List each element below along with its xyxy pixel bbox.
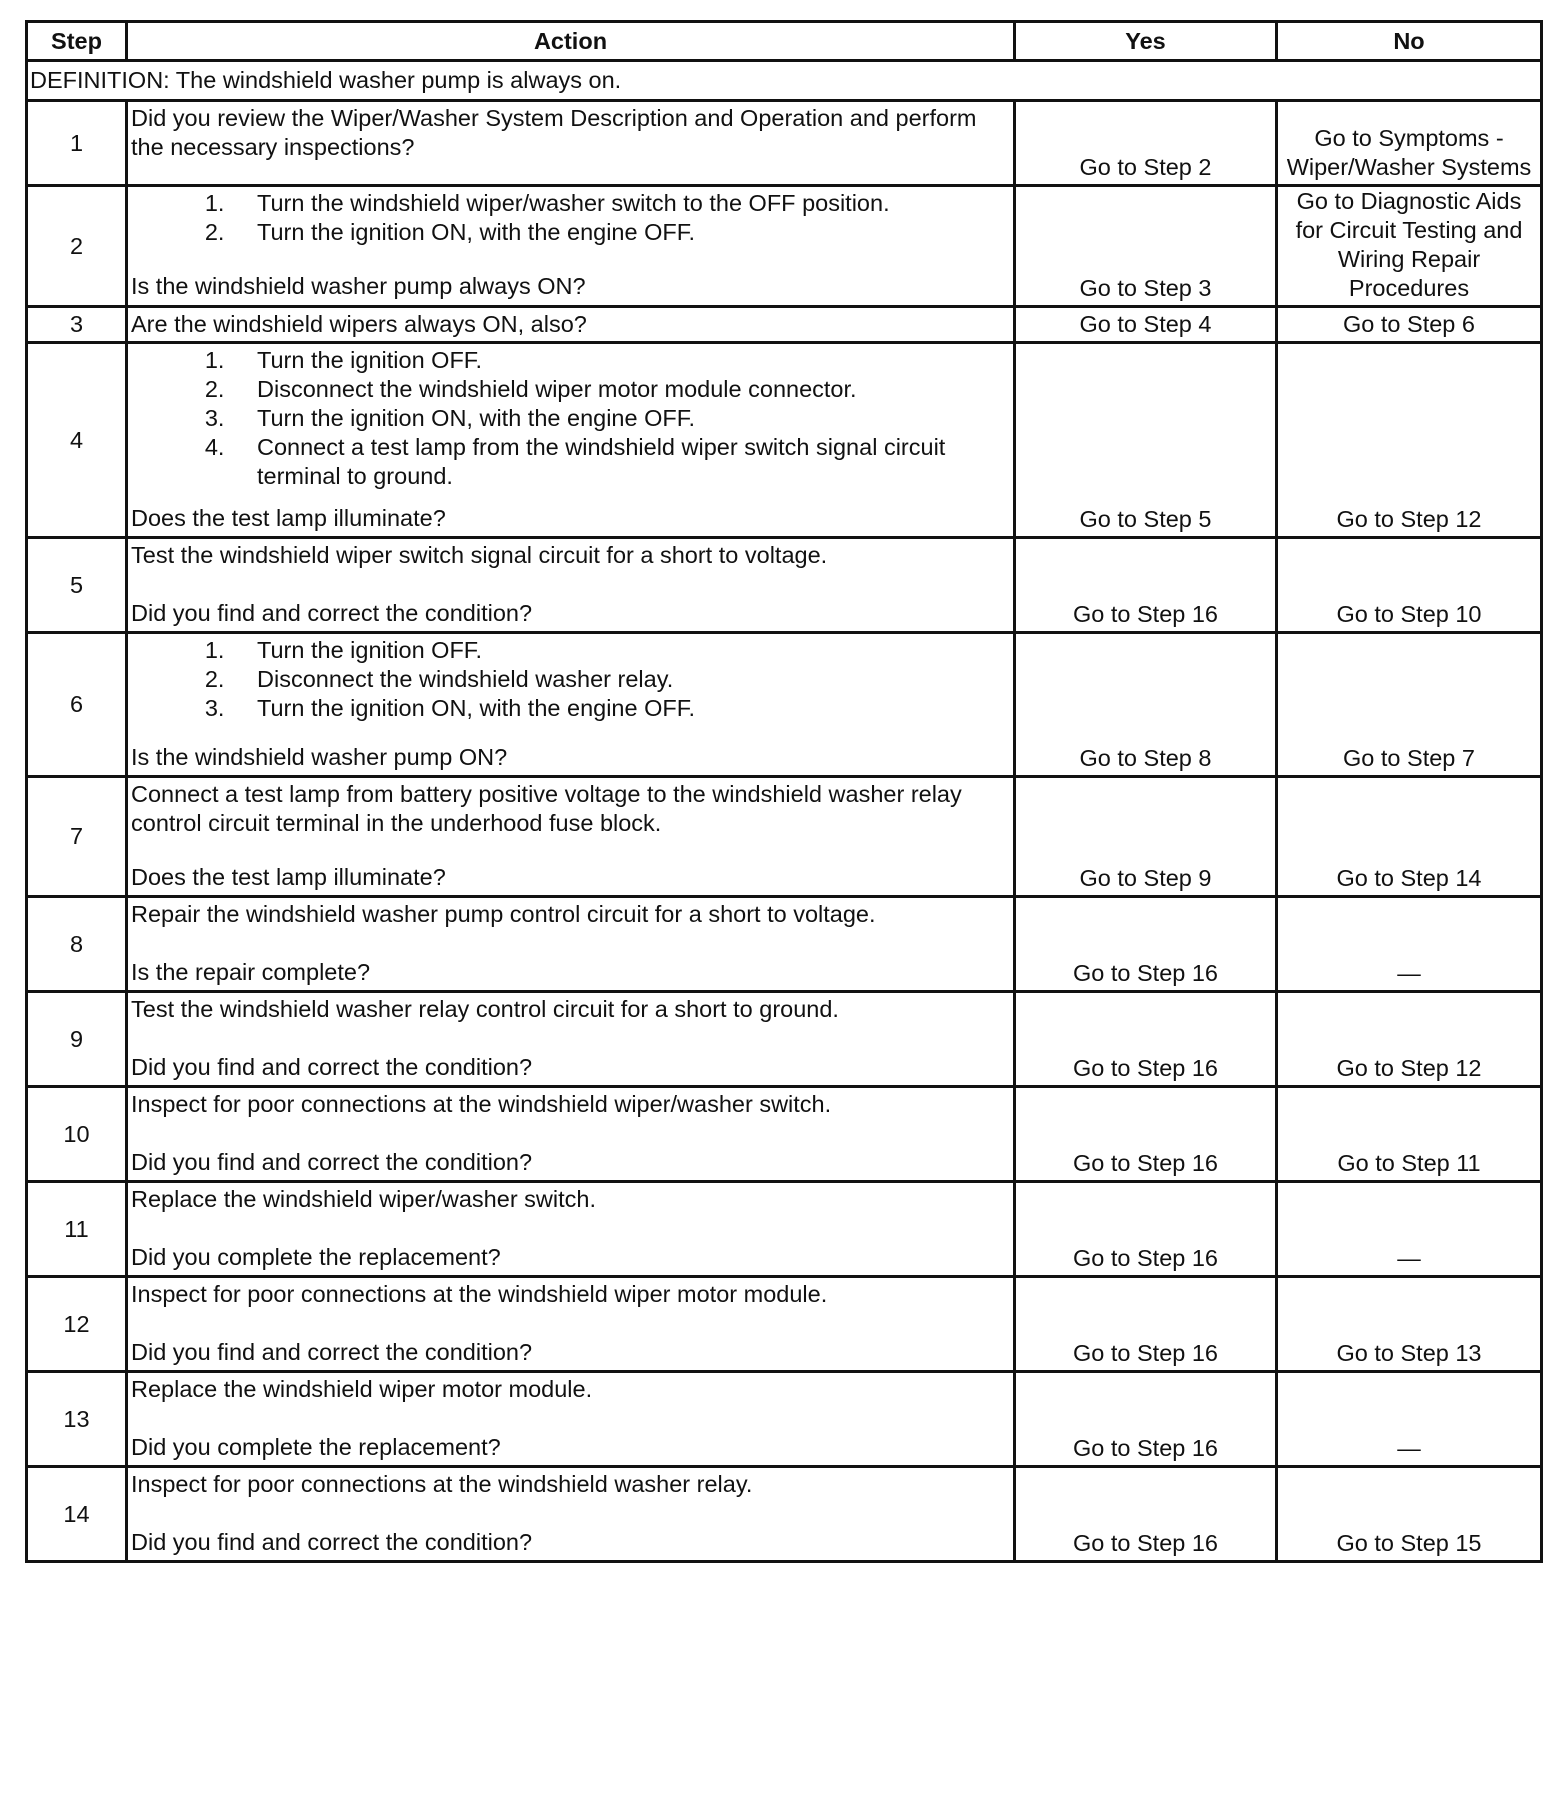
table-row	[27, 633, 1542, 777]
table-row	[27, 897, 1542, 992]
action-cell	[127, 1182, 1015, 1277]
no-outcome: Go to Step 7	[1277, 633, 1542, 777]
substep-list	[131, 636, 1009, 723]
table-row	[27, 186, 1542, 307]
action-question: Is the windshield washer pump always ON?	[131, 273, 586, 299]
action-instruction: Replace the windshield wiper/washer switch.	[131, 1186, 596, 1212]
action-cell	[127, 307, 1015, 343]
no-outcome: Go to Step 13	[1277, 1277, 1542, 1372]
yes-outcome: Go to Step 9	[1015, 777, 1277, 897]
step-number: 8	[27, 897, 127, 992]
no-outcome: Go to Step 11	[1277, 1087, 1542, 1182]
no-outcome: Go to Step 14	[1277, 777, 1542, 897]
diagnostic-table	[25, 20, 1543, 1563]
step-number: 14	[27, 1467, 127, 1562]
table-row	[27, 538, 1542, 633]
no-outcome: Go to Symptoms - Wiper/Washer Systems	[1277, 101, 1542, 186]
action-instruction: Repair the windshield washer pump control circuit for a short to voltage.	[131, 901, 876, 927]
step-number: 4	[27, 343, 127, 538]
action-question: Does the test lamp illuminate?	[131, 864, 446, 890]
table-row	[27, 1467, 1542, 1562]
action-cell	[127, 101, 1015, 186]
table-row	[27, 1182, 1542, 1277]
definition-row	[27, 61, 1542, 101]
table-row	[27, 307, 1542, 343]
action-question: Did you find and correct the condition?	[131, 1339, 533, 1365]
action-question: Did you complete the replacement?	[131, 1244, 501, 1270]
header-row	[27, 22, 1542, 61]
no-outcome: Go to Step 6	[1277, 307, 1542, 343]
yes-outcome: Go to Step 4	[1015, 307, 1277, 343]
yes-outcome: Go to Step 5	[1015, 343, 1277, 538]
substep-item: 1. Turn the windshield wiper/washer switch to the OFF position.	[231, 189, 1009, 218]
action-instruction: Inspect for poor connections at the windshield washer relay.	[131, 1471, 753, 1497]
action-instruction: Did you review the Wiper/Washer System Description and Operation and perform the necessary inspections?	[131, 105, 977, 160]
no-outcome: Go to Step 10	[1277, 538, 1542, 633]
yes-outcome: Go to Step 2	[1015, 101, 1277, 186]
substep-list	[131, 346, 1009, 491]
no-outcome: —	[1277, 1372, 1542, 1467]
action-instruction: Are the windshield wipers always ON, also?	[131, 311, 587, 337]
yes-outcome: Go to Step 16	[1015, 992, 1277, 1087]
action-instruction: Replace the windshield wiper motor module.	[131, 1376, 593, 1402]
substep-list	[131, 189, 1009, 247]
table-row	[27, 1087, 1542, 1182]
action-question: Is the windshield washer pump ON?	[131, 744, 508, 770]
table-row	[27, 343, 1542, 538]
table-row	[27, 1277, 1542, 1372]
table-row	[27, 1372, 1542, 1467]
step-number: 12	[27, 1277, 127, 1372]
yes-outcome: Go to Step 16	[1015, 1087, 1277, 1182]
yes-outcome: Go to Step 16	[1015, 897, 1277, 992]
action-cell	[127, 1467, 1015, 1562]
action-question: Did you find and correct the condition?	[131, 600, 533, 626]
yes-outcome: Go to Step 16	[1015, 1372, 1277, 1467]
action-instruction: Inspect for poor connections at the windshield wiper motor module.	[131, 1281, 828, 1307]
step-number: 6	[27, 633, 127, 777]
substep-item: 2. Disconnect the windshield wiper motor module connector.	[231, 375, 1009, 404]
action-instruction: Test the windshield wiper switch signal circuit for a short to voltage.	[131, 542, 828, 568]
step-number: 9	[27, 992, 127, 1087]
table-row	[27, 777, 1542, 897]
substep-item: 2. Disconnect the windshield washer relay.	[231, 665, 1009, 694]
header-step: Step	[27, 22, 127, 61]
yes-outcome: Go to Step 16	[1015, 1182, 1277, 1277]
step-number: 3	[27, 307, 127, 343]
action-cell	[127, 1087, 1015, 1182]
action-cell	[127, 897, 1015, 992]
yes-outcome: Go to Step 8	[1015, 633, 1277, 777]
action-question: Did you complete the replacement?	[131, 1434, 501, 1460]
yes-outcome: Go to Step 3	[1015, 186, 1277, 307]
action-cell	[127, 633, 1015, 777]
substep-item: 1. Turn the ignition OFF.	[231, 346, 1009, 375]
substep-item: 2. Turn the ignition ON, with the engine OFF.	[231, 218, 1009, 247]
step-number: 10	[27, 1087, 127, 1182]
action-cell	[127, 186, 1015, 307]
header-no: No	[1277, 22, 1542, 61]
yes-outcome: Go to Step 16	[1015, 1277, 1277, 1372]
action-question: Did you find and correct the condition?	[131, 1054, 533, 1080]
definition-text: DEFINITION: The windshield washer pump is always on.	[27, 61, 1542, 101]
no-outcome: Go to Step 12	[1277, 992, 1542, 1087]
action-question: Did you find and correct the condition?	[131, 1149, 533, 1175]
substep-item: 4. Connect a test lamp from the windshield wiper switch signal circuit terminal to ground.	[231, 433, 1009, 491]
action-cell	[127, 777, 1015, 897]
action-question: Did you find and correct the condition?	[131, 1529, 533, 1555]
no-outcome: Go to Step 12	[1277, 343, 1542, 538]
table-row	[27, 101, 1542, 186]
yes-outcome: Go to Step 16	[1015, 538, 1277, 633]
action-instruction: Inspect for poor connections at the windshield wiper/washer switch.	[131, 1091, 832, 1117]
header-yes: Yes	[1015, 22, 1277, 61]
action-cell	[127, 343, 1015, 538]
no-outcome: —	[1277, 1182, 1542, 1277]
action-instruction: Connect a test lamp from battery positive voltage to the windshield washer relay control circuit terminal in the underhood fuse block.	[131, 781, 962, 836]
action-question: Is the repair complete?	[131, 959, 371, 985]
action-instruction: Test the windshield washer relay control circuit for a short to ground.	[131, 996, 839, 1022]
no-outcome: Go to Step 15	[1277, 1467, 1542, 1562]
header-action: Action	[127, 22, 1015, 61]
step-number: 5	[27, 538, 127, 633]
action-cell	[127, 1372, 1015, 1467]
step-number: 2	[27, 186, 127, 307]
yes-outcome: Go to Step 16	[1015, 1467, 1277, 1562]
step-number: 11	[27, 1182, 127, 1277]
no-outcome: Go to Diagnostic Aids for Circuit Testing and Wiring Repair Procedures	[1277, 186, 1542, 307]
action-question: Does the test lamp illuminate?	[131, 505, 446, 531]
action-cell	[127, 1277, 1015, 1372]
step-number: 1	[27, 101, 127, 186]
no-outcome: —	[1277, 897, 1542, 992]
substep-item: 3. Turn the ignition ON, with the engine OFF.	[231, 404, 1009, 433]
action-cell	[127, 538, 1015, 633]
step-number: 7	[27, 777, 127, 897]
substep-item: 3. Turn the ignition ON, with the engine OFF.	[231, 694, 1009, 723]
table-row	[27, 992, 1542, 1087]
step-number: 13	[27, 1372, 127, 1467]
substep-item: 1. Turn the ignition OFF.	[231, 636, 1009, 665]
action-cell	[127, 992, 1015, 1087]
